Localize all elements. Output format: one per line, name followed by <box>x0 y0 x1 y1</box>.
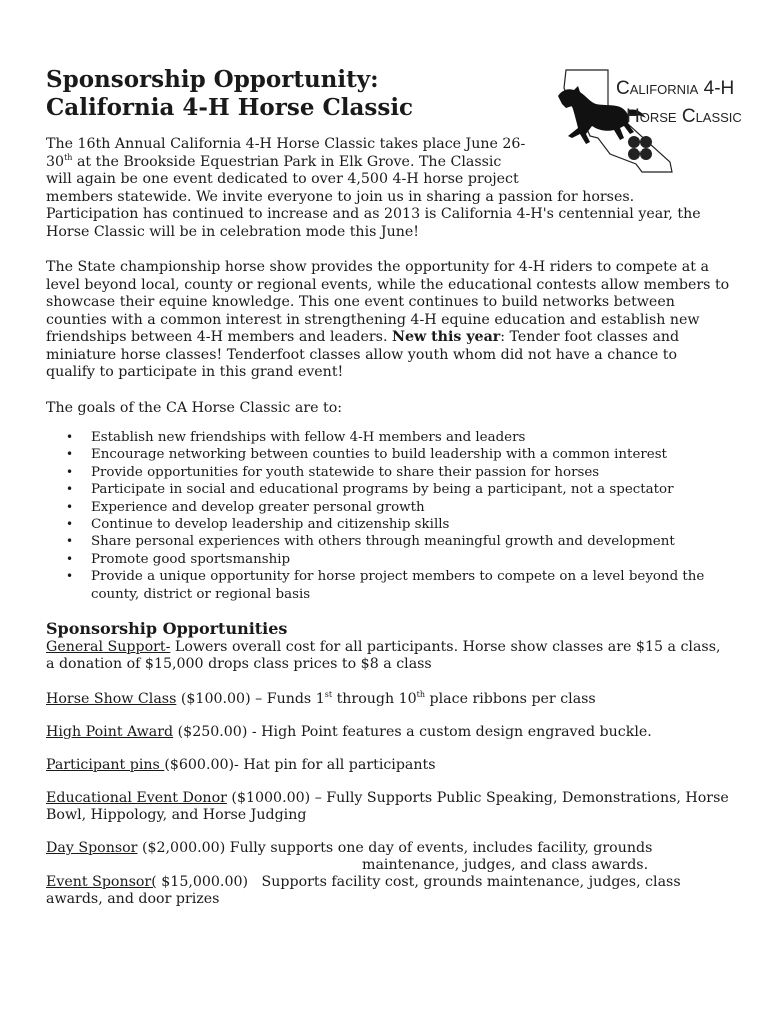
sponsorship-heading: Sponsorship Opportunities <box>46 619 288 639</box>
event-sponsor-item: Event Sponsor( $15,000.00) Supports facility cost, grounds maintenance, judges, class awards, and door prizes <box>46 874 686 908</box>
day-sponsor-item: Day Sponsor ($2,000.00) Fully supports one day of events, includes facility, grounds maintenance, judges, and class awards. <box>46 840 653 874</box>
list-item: • Experience and develop greater personal growth <box>66 499 425 515</box>
logo-line1: California 4-H <box>616 78 735 99</box>
list-item: • Provide opportunities for youth statewide to share their passion for horses <box>66 464 600 480</box>
general-support-item: General Support- Lowers overall cost for all participants. Horse show classes are $15 a class, a donation of $15,000 drops class prices to $8 a class <box>46 639 721 673</box>
document-page <box>46 66 730 908</box>
high-point-award-item: High Point Award ($250.00) - High Point features a custom design engraved buckle. <box>46 724 652 741</box>
list-item: • Provide a unique opportunity for horse project members to compete on a level beyond the county, district or regional basis <box>66 569 705 602</box>
participant-pins-item: Participant pins ($600.00)- Hat pin for all participants <box>46 757 436 774</box>
goals-list <box>46 429 730 603</box>
list-item: • Continue to develop leadership and citizenship skills <box>66 517 450 533</box>
list-item: • Participate in social and educational programs by being a participant, not a spectator <box>66 482 674 498</box>
goals-intro: The goals of the CA Horse Classic are to: <box>46 399 343 416</box>
list-item: • Share personal experiences with others through meaningful growth and development <box>66 534 675 550</box>
page-title: Sponsorship Opportunity: California 4-H Horse Classic <box>46 66 414 121</box>
horse-show-class-item: Horse Show Class ($100.00) – Funds 1st through 10th place ribbons per class <box>46 690 596 708</box>
educational-event-donor-item: Educational Event Donor ($1000.00) – Fully Supports Public Speaking, Demonstrations, Horse Bowl, Hippology, and Horse Judging <box>46 790 729 824</box>
list-item: • Establish new friendships with fellow 4-H members and leaders <box>66 430 526 445</box>
list-item: • Promote good sportsmanship <box>66 551 291 567</box>
championship-paragraph: The State championship horse show provides the opportunity for 4-H riders to compete at a level beyond local, county or regional events, while the educational contests allow members to showcase their equine knowledge. This one event continues to build networks between counties with a common interest in strengthening 4-H equine education and establish new friendships between 4-H members and leaders. New this year: Tender foot classes and miniature horse classes! Tenderfoot classes allow youth whom did not have a chance to qualify to participate in this grand event! <box>46 259 730 380</box>
list-item: • Encourage networking between counties to build leadership with a common interest <box>66 447 667 463</box>
logo-line2: Horse Classic <box>626 106 742 127</box>
intro-paragraph: The 16th Annual California 4-H Horse Classic takes place June 26- 30th at the Brookside Equestrian Park in Elk Grove. The Classic will again be one event dedicated to over 4,500 4-H horse project members statewide. We invite everyone to join us in sharing a passion for horses. Participation has continued to increase and as 2013 is California 4-H's centennial year, the Horse Classic will be in celebration mode this June! <box>46 136 701 240</box>
svg-text:H: H <box>637 146 643 153</box>
